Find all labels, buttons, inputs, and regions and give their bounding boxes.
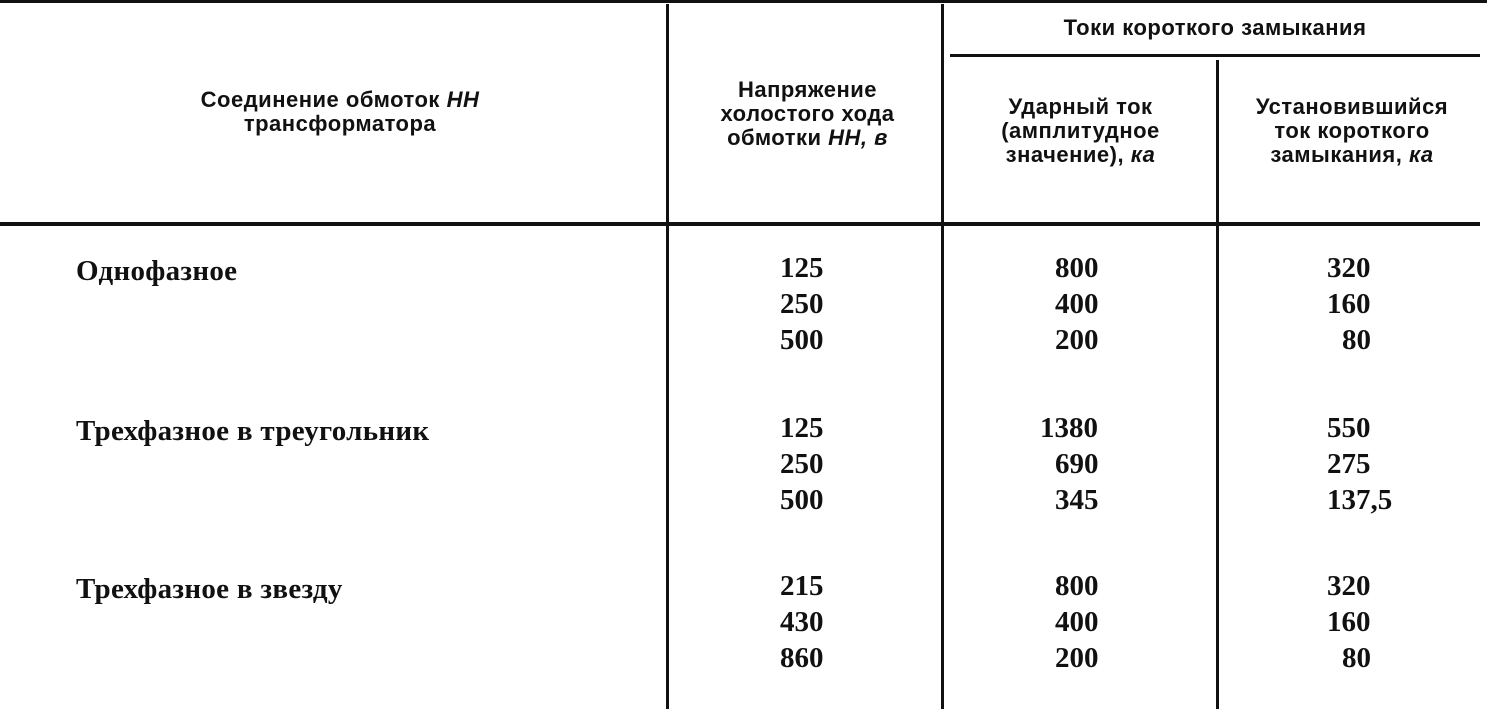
voltage-values-three-phase-star bbox=[780, 568, 824, 676]
steady-value: 80 bbox=[1342, 642, 1371, 674]
peak-value: 200 bbox=[1055, 324, 1099, 356]
peak-value: 690 bbox=[1055, 448, 1099, 480]
voltage-values-single-phase bbox=[780, 250, 824, 358]
voltage-values-three-phase-delta bbox=[780, 410, 824, 518]
voltage-value: 250 bbox=[780, 448, 824, 480]
steady-values-three-phase-star bbox=[1327, 568, 1371, 676]
row-label-three-phase-star: Трехфазное в звезду bbox=[76, 573, 343, 605]
steady-value: 320 bbox=[1327, 252, 1371, 284]
steady-value: 80 bbox=[1342, 324, 1371, 356]
peak-values-three-phase-star bbox=[1055, 568, 1099, 676]
header-peak-current bbox=[948, 95, 1213, 167]
peak-value: 345 bbox=[1055, 484, 1099, 516]
peak-value: 800 bbox=[1055, 570, 1099, 602]
column-divider-2 bbox=[941, 4, 944, 709]
header-winding-text: Соединение обмоток bbox=[200, 87, 447, 112]
voltage-value: 250 bbox=[780, 288, 824, 320]
header-winding-unit: НН bbox=[446, 87, 480, 112]
voltage-value: 215 bbox=[780, 570, 824, 602]
top-rule bbox=[0, 0, 1487, 3]
header-winding-connection bbox=[110, 88, 570, 136]
voltage-value: 500 bbox=[780, 484, 824, 516]
header-winding-line2: трансформатора bbox=[243, 111, 437, 136]
steady-values-three-phase-delta bbox=[1327, 410, 1392, 518]
steady-value: 275 bbox=[1327, 448, 1371, 480]
header-voltage-line1: Напряжение bbox=[738, 77, 877, 102]
row-label-single-phase: Однофазное bbox=[76, 255, 238, 287]
peak-value: 1380 bbox=[1040, 412, 1098, 444]
steady-values-single-phase bbox=[1327, 250, 1371, 358]
header-steady-line1: Установившийся bbox=[1255, 94, 1449, 119]
header-peak-line1: Ударный ток bbox=[1008, 94, 1153, 119]
header-steady-text: замыкания, bbox=[1270, 142, 1409, 167]
peak-value: 400 bbox=[1055, 288, 1099, 320]
steady-value: 137,5 bbox=[1327, 484, 1393, 516]
steady-value: 320 bbox=[1327, 570, 1371, 602]
peak-value: 800 bbox=[1055, 252, 1099, 284]
group-rule bbox=[950, 54, 1480, 57]
column-divider-1 bbox=[666, 4, 669, 709]
header-short-circuit-currents bbox=[950, 16, 1480, 40]
steady-value: 160 bbox=[1327, 606, 1371, 638]
header-steady-unit: ка bbox=[1408, 142, 1434, 167]
header-bottom-rule bbox=[0, 222, 1480, 226]
header-no-load-voltage bbox=[680, 78, 935, 150]
steady-value: 160 bbox=[1327, 288, 1371, 320]
header-voltage-unit: НН, в bbox=[828, 125, 888, 150]
voltage-value: 860 bbox=[780, 642, 824, 674]
voltage-value: 500 bbox=[780, 324, 824, 356]
header-group-title: Токи короткого замыкания bbox=[1063, 15, 1367, 40]
row-label-three-phase-delta: Трехфазное в треугольник bbox=[76, 415, 430, 447]
voltage-value: 125 bbox=[780, 252, 824, 284]
header-steady-current bbox=[1222, 95, 1482, 167]
steady-value: 550 bbox=[1327, 412, 1371, 444]
peak-values-three-phase-delta bbox=[1040, 410, 1099, 518]
header-voltage-line2: холостого хода bbox=[720, 101, 895, 126]
voltage-value: 430 bbox=[780, 606, 824, 638]
column-divider-3 bbox=[1216, 60, 1219, 709]
header-voltage-text: обмотки bbox=[727, 125, 829, 150]
voltage-value: 125 bbox=[780, 412, 824, 444]
header-peak-text: значение), bbox=[1005, 142, 1131, 167]
header-peak-unit: ка bbox=[1130, 142, 1156, 167]
header-peak-line2: (амплитудное bbox=[1001, 118, 1160, 143]
peak-value: 400 bbox=[1055, 606, 1099, 638]
peak-values-single-phase bbox=[1055, 250, 1099, 358]
header-steady-line2: ток короткого bbox=[1274, 118, 1430, 143]
peak-value: 200 bbox=[1055, 642, 1099, 674]
